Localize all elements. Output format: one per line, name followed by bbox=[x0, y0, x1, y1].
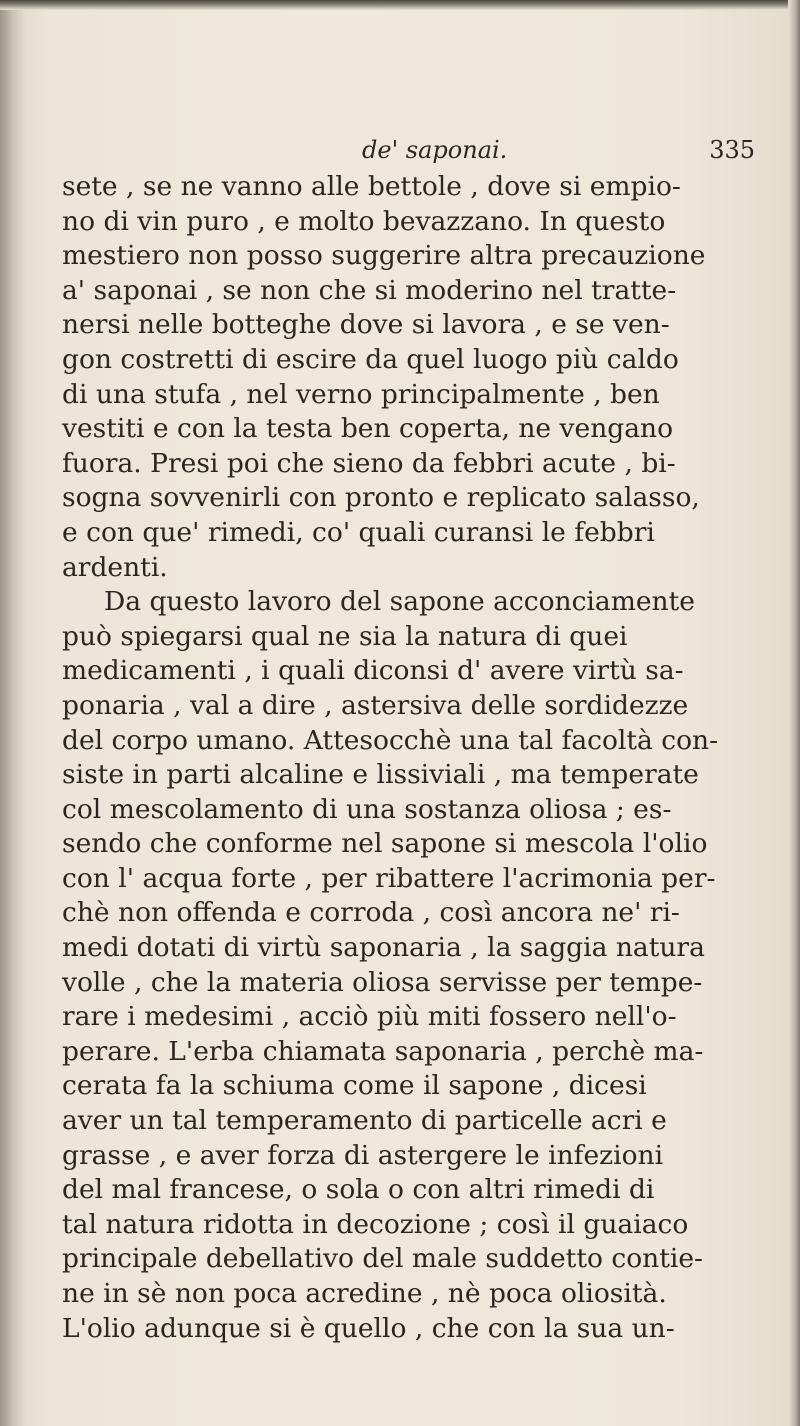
text-line: medicamenti , i quali diconsi d' avere virtù sa- bbox=[62, 655, 684, 687]
text-line: e con que' rimedi, co' quali curansi le febbri bbox=[62, 516, 655, 548]
text-line: di una stufa , nel verno principalmente , ben bbox=[62, 378, 660, 410]
text-line: vestiti e con la testa ben coperta, ne vengano bbox=[62, 413, 674, 445]
text-line: mestiero non posso suggerire altra precauzione bbox=[62, 240, 706, 272]
text-line: sogna sovvenirli con pronto e replicato salasso, bbox=[62, 482, 700, 514]
text-line: a' saponai , se non che si moderino nel tratte- bbox=[62, 274, 677, 306]
text-line: principale debellativo del male suddetto contie- bbox=[62, 1243, 703, 1275]
running-head: de' saponai. bbox=[362, 136, 508, 164]
text-line: perare. L'erba chiamata saponaria , perchè ma- bbox=[62, 1035, 704, 1067]
text-line: volle , che la materia oliosa servisse per tempe- bbox=[62, 966, 703, 998]
text-line: del corpo umano. Attesocchè una tal facoltà con- bbox=[62, 724, 719, 756]
page-number: 335 bbox=[709, 136, 755, 164]
text-line: siste in parti alcaline e lissiviali , ma temperate bbox=[62, 759, 699, 791]
text-line: del mal francese, o sola o con altri rimedi di bbox=[62, 1174, 655, 1206]
text-line: ardenti. bbox=[62, 551, 168, 583]
text-line: ne in sè non poca acredine , nè poca oliosità. bbox=[62, 1278, 667, 1309]
page-spine-shadow bbox=[0, 0, 26, 1426]
text-line: rare i medesimi , acciò più miti fossero nell'o- bbox=[62, 1001, 677, 1033]
text-line: col mescolamento di una sostanza oliosa ; es- bbox=[62, 793, 672, 825]
text-line: aver un tal temperamento di particelle acri e bbox=[62, 1105, 667, 1137]
text-line: sete , se ne vanno alle bettole , dove si empio- bbox=[62, 171, 681, 202]
text-line: L'olio adunque si è quello , che con la sua un- bbox=[62, 1312, 675, 1344]
text-line: grasse , e aver forza di astergere le infezioni bbox=[62, 1139, 664, 1171]
text-line: medi dotati di virtù saponaria , la saggia natura bbox=[62, 932, 705, 964]
body-text bbox=[62, 170, 774, 1346]
text-line: può spiegarsi qual ne sia la natura di quei bbox=[62, 620, 628, 652]
paragraph-start-line: Da questo lavoro del sapone acconciamente bbox=[104, 586, 695, 618]
text-line: chè non offenda e corroda , così ancora ne' ri- bbox=[62, 897, 680, 929]
text-line: sendo che conforme nel sapone si mescola l'olio bbox=[62, 828, 708, 860]
text-line: fuora. Presi poi che sieno da febbri acute , bi- bbox=[62, 447, 676, 479]
text-line: no di vin puro , e molto bevazzano. In questo bbox=[62, 205, 666, 237]
text-line: con l' acqua forte , per ribattere l'acrimonia per- bbox=[62, 862, 716, 894]
page-top-edge bbox=[0, 0, 800, 10]
text-line: nersi nelle botteghe dove si lavora , e se ven- bbox=[62, 309, 670, 341]
text-line: ponaria , val a dire , astersiva delle sordidezze bbox=[62, 689, 689, 721]
text-line: tal natura ridotta in decozione ; così il guaiaco bbox=[62, 1208, 689, 1240]
text-line: gon costretti di escire da quel luogo più caldo bbox=[62, 343, 679, 375]
text-line: cerata fa la schiuma come il sapone , dicesi bbox=[62, 1070, 647, 1102]
page-right-edge bbox=[788, 0, 800, 1426]
